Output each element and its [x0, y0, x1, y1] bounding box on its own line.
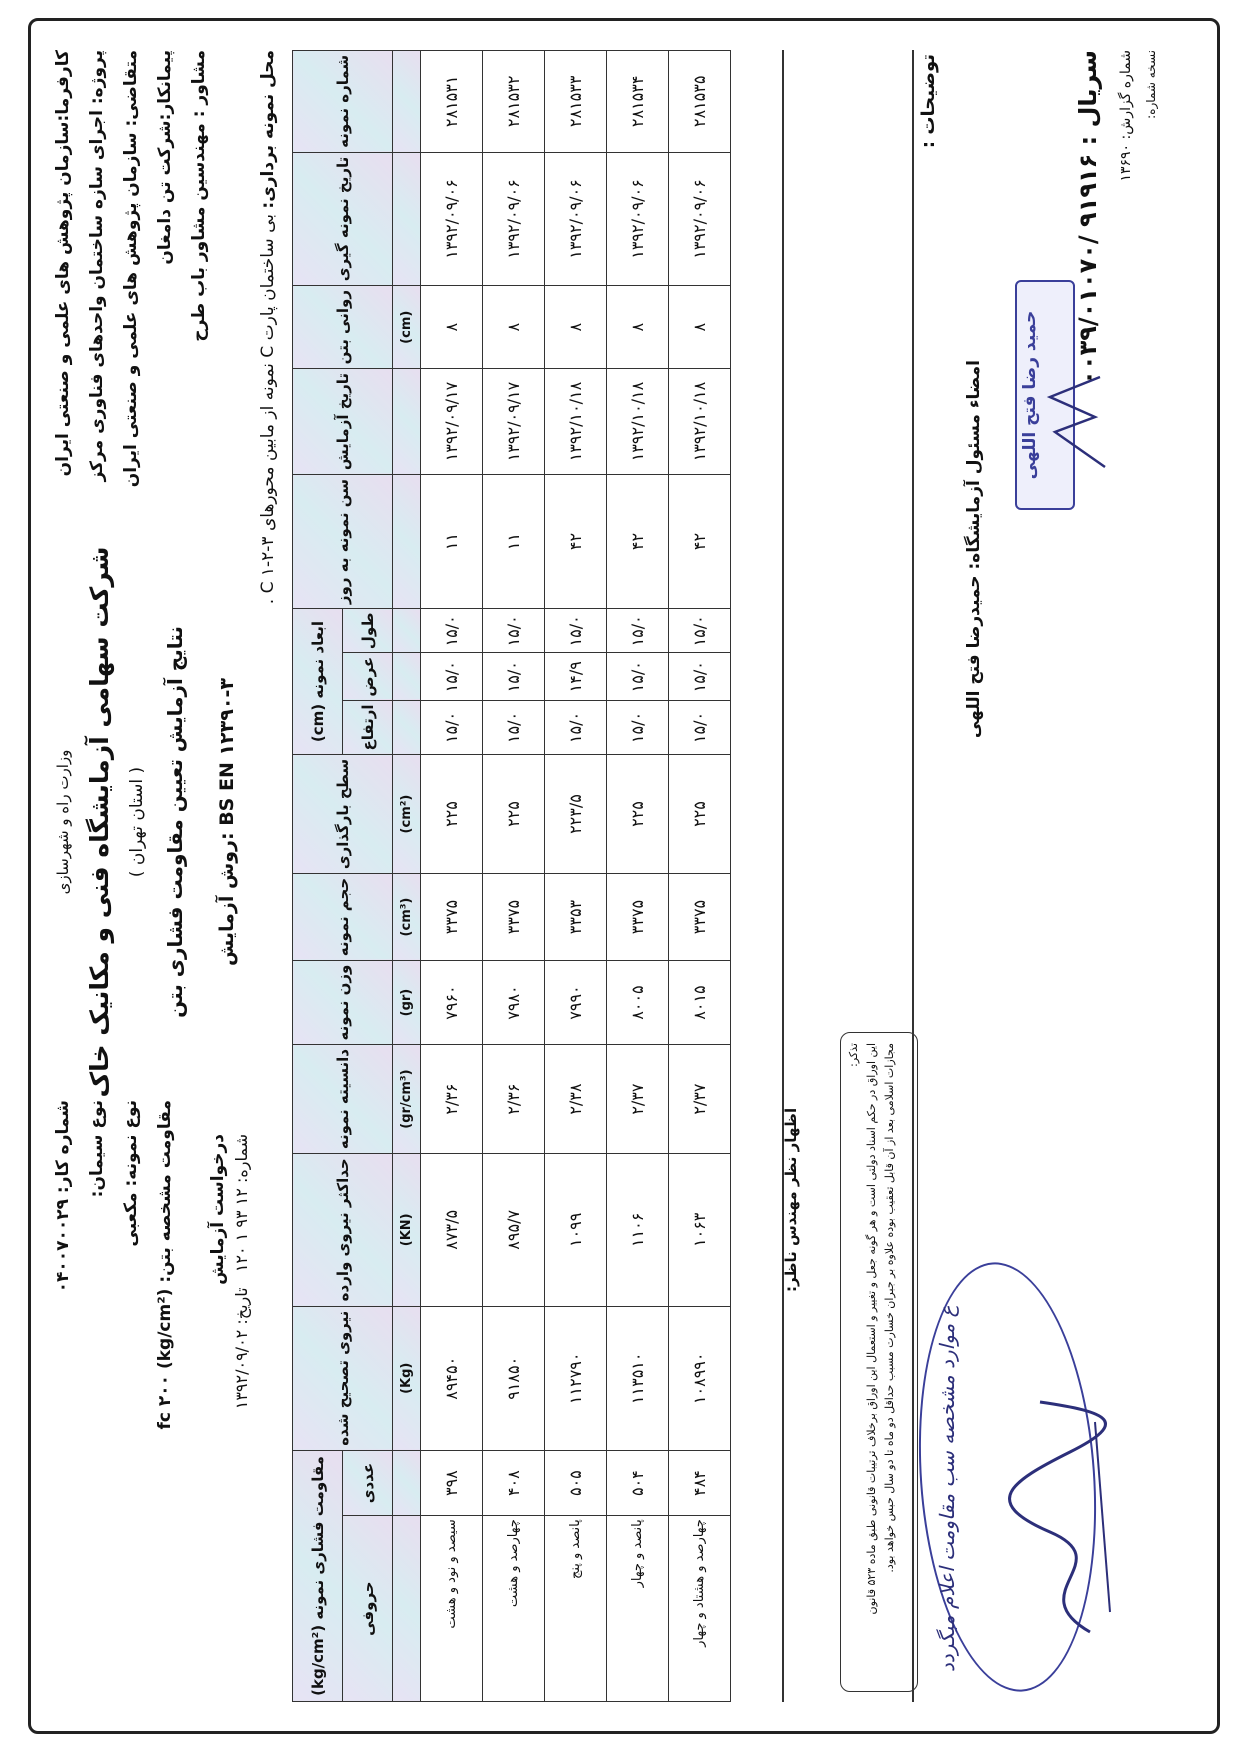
cell: ۵۰۴ [607, 1450, 669, 1515]
cell: ۱۵/۰ [669, 700, 731, 754]
lab-manager-signature-label: امضاء مسئول آزمایشگاه: حمیدرضا فتح اللهی [964, 360, 984, 739]
cell: ۱۱۰۶ [607, 1154, 669, 1307]
cell: ۸ [669, 286, 731, 369]
cell: ۷۹۹۰ [545, 960, 607, 1044]
cell: ۸۷۳/۵ [421, 1154, 483, 1307]
method-label: روش آزمایش: [216, 832, 238, 966]
table-row [545, 51, 607, 1702]
col-dims-group: ابعاد نمونه (cm) [293, 609, 343, 755]
cell: ۸۹۴۵۰ [421, 1306, 483, 1450]
cell: ۲۲۳/۵ [545, 754, 607, 873]
cell: ۱۰۸۹۹۰ [669, 1306, 731, 1450]
document-heading [46, 502, 244, 1142]
job-number: شماره کار: ۰۴۰۰۷۰۰۲۹ [53, 1100, 73, 1293]
report-number: شماره گزارش: ۱۳۶۹۰ [1118, 50, 1134, 182]
unit-cell [393, 653, 421, 701]
unit-cell [393, 700, 421, 754]
cell: ۳۳۵۳ [545, 874, 607, 961]
consultant: مشاور : مهندسین مشاور باب طرح [189, 50, 209, 342]
cell: ۱۳۹۲/۰۹/۰۶ [483, 152, 545, 286]
unit-cell [393, 1516, 421, 1702]
request-label: درخواست آزمایش [208, 1134, 228, 1285]
cell: ۱۵/۰ [607, 653, 669, 701]
cell: ۲۸۱۵۳۳ [545, 51, 607, 153]
unit-cell: (gr) [393, 960, 421, 1044]
employer: کارفرما:سازمان پژوهش های علمی و صنعتی ایران [53, 50, 73, 477]
cell: ۱۵/۰ [421, 653, 483, 701]
unit-cell: (KN) [393, 1154, 421, 1307]
col-sampling-date: تاریخ نمونه گیری [293, 152, 393, 286]
rotated-document [40, 40, 1208, 1712]
test-method [210, 502, 244, 1142]
cell: ۷۹۸۰ [483, 960, 545, 1044]
cell: ۱۳۹۲/۰۹/۱۷ [421, 369, 483, 475]
cell: ۱۵/۰ [669, 609, 731, 653]
cell: ۴۲ [607, 474, 669, 608]
stamp-text: حمید رضا فتح اللهی [1020, 310, 1040, 480]
cell: چهارصد و هشت [483, 1516, 545, 1702]
divider [912, 50, 914, 1702]
col-age: سن نمونه به روز [293, 474, 393, 608]
cell: ۸ [545, 286, 607, 369]
cell: ۱۳۹۲/۱۰/۱۸ [607, 369, 669, 475]
cell: ۱۴/۹ [545, 653, 607, 701]
cell: ۲۲۵ [607, 754, 669, 873]
unit-cell: (cm²) [393, 754, 421, 873]
col-test-date: تاریخ آزمایش [293, 369, 393, 475]
cell: ۱۵/۰ [483, 609, 545, 653]
cell: ۱۵/۰ [607, 609, 669, 653]
cell: ۴۲ [545, 474, 607, 608]
cell: ۴۲ [669, 474, 731, 608]
cell: ۲/۳۶ [483, 1045, 545, 1154]
company-name: شرکت سهامی آزمایشگاه فنی و مکانیک خاک [85, 546, 114, 1098]
request-number: شماره: ۱۲ ۹۳ ۱ ۱۲۰ [232, 1134, 251, 1273]
test-request [208, 1134, 251, 1694]
col-length: طول [343, 609, 393, 653]
cell: ۱۵/۰ [421, 609, 483, 653]
table-row [607, 51, 669, 1702]
table-row [421, 51, 483, 1702]
cell: ۲۸۱۵۳۱ [421, 51, 483, 153]
project-info [46, 50, 216, 570]
legal-warning-box [840, 1032, 918, 1692]
cell: ۲/۳۸ [545, 1045, 607, 1154]
col-area: سطح بارگذاری [293, 754, 393, 873]
col-height: ارتفاع [343, 700, 393, 754]
cell: ۱۳۹۲/۰۹/۰۶ [545, 152, 607, 286]
table-row [483, 51, 545, 1702]
unit-cell: (gr/cm³) [393, 1045, 421, 1154]
cell: سیصد و نود و هشت [421, 1516, 483, 1702]
handwritten-note: ع موارد مشخصه سب مقاومت اعلام میگردد [935, 1305, 959, 1672]
applicant: متقاضی: سازمان پژوهش های علمی و صنعتی ایران [121, 50, 141, 488]
report-title: نتایج آزمایش تعیین مقاومت فشاری بتن [163, 626, 187, 1018]
cell: ۱۵/۰ [421, 700, 483, 754]
results-body [421, 51, 731, 1702]
supervisor-opinion: اظهار نظر مهندس ناظر: [782, 1107, 800, 1292]
cell: ۸۰۰۵ [607, 960, 669, 1044]
cell: ۱۱ [483, 474, 545, 608]
unit-cell [393, 152, 421, 286]
sampling-place-label: محل نمونه برداری: [258, 50, 278, 209]
cell: پانصد و چهار [607, 1516, 669, 1702]
unit-cell [393, 474, 421, 608]
cell: ۱۵/۰ [545, 700, 607, 754]
cell: ۲/۳۷ [607, 1045, 669, 1154]
col-corrected-force: نیروی تصحیح شده [293, 1306, 393, 1450]
cell: ۱۱۲۷۹۰ [545, 1306, 607, 1450]
cell: ۱۳۹۲/۰۹/۰۶ [421, 152, 483, 286]
cell: ۴۸۴ [669, 1450, 731, 1515]
col-sample-number: شماره نمونه [293, 51, 393, 153]
cell: ۸ [607, 286, 669, 369]
cell: ۱۰۹۹ [545, 1154, 607, 1307]
sampling-place-value: بی ساختمان پارت C نمونه از مابین محورهای ۳-۲-۱ C . [258, 214, 278, 605]
cell: ۵۰۵ [545, 1450, 607, 1515]
cell: ۸۹۵/۷ [483, 1154, 545, 1307]
cell: ۱۳۹۲/۰۹/۱۷ [483, 369, 545, 475]
cement-type: نوع سیمان: [87, 1100, 107, 1198]
cell: پانصد و پنج [545, 1516, 607, 1702]
cell: ۳۹۸ [421, 1450, 483, 1515]
cell: ۳۳۷۵ [607, 874, 669, 961]
cell: ۲/۳۷ [669, 1045, 731, 1154]
col-density: دانسیته نمونه [293, 1045, 393, 1154]
sample-type: نوع نمونه: مکعبی [121, 1100, 141, 1247]
cell: ۳۳۷۵ [483, 874, 545, 961]
cell: ۲۸۱۵۳۴ [607, 51, 669, 153]
ministry-name: وزارت راه و شهرسازی [54, 749, 72, 895]
cell: ۱۵/۰ [483, 653, 545, 701]
notes-label: توضیحات : [918, 54, 939, 149]
cell: ۳۳۷۵ [421, 874, 483, 961]
serial-label: سریال : [1074, 50, 1102, 146]
unit-cell: (cm³) [393, 874, 421, 961]
cell: ۱۵/۰ [545, 609, 607, 653]
warning-line: تذکر: [847, 1043, 860, 1067]
cell: ۲۲۵ [483, 754, 545, 873]
cell: ۲۲۵ [669, 754, 731, 873]
col-weight: وزن نمونه [293, 960, 393, 1044]
unit-cell [393, 1450, 421, 1515]
cell: ۱۱ [421, 474, 483, 608]
header-group-row [293, 51, 343, 1702]
unit-cell [393, 369, 421, 475]
cell: ۴۰۸ [483, 1450, 545, 1515]
copy-number: نسخه شماره: [1144, 50, 1158, 119]
cell: ۱۵/۰ [483, 700, 545, 754]
col-max-force: حداکثر نیروی وارده [293, 1154, 393, 1307]
cell: ۲/۳۶ [421, 1045, 483, 1154]
cell: ۹۱۸۵۰ [483, 1306, 545, 1450]
cell: ۱۵/۰ [669, 653, 731, 701]
contractor: پیمانکار:شرکت تن دامغان [155, 50, 175, 265]
col-strength-numeric: عددی [343, 1450, 393, 1515]
sampling-place [258, 50, 278, 1130]
project: پروژه: اجرای سازه ساختمان واحدهای فناوری مرکز [87, 50, 107, 482]
table-row [669, 51, 731, 1702]
divider [782, 50, 784, 1702]
cell: ۲۲۵ [421, 754, 483, 873]
unit-cell [393, 609, 421, 653]
serial-value: ۹۱۹۱۶ /۰۰۳۹/۰۱۰۷۰ [1074, 153, 1102, 385]
cell: ۳۳۷۵ [669, 874, 731, 961]
cell: ۱۳۹۲/۰۹/۰۶ [607, 152, 669, 286]
cell: ۷۹۶۰ [421, 960, 483, 1044]
col-slump: روانی بتن [293, 286, 393, 369]
results-table [292, 50, 731, 1702]
col-strength-words: حروفی [343, 1516, 393, 1702]
cell: ۱۰۶۳ [669, 1154, 731, 1307]
cell: ۸ [421, 286, 483, 369]
region: ( استان تهران ) [127, 766, 147, 878]
warning-line: مجازات اسلامی بعد از آن قابل تعقیب بوده علاوه بر جبران خسارت مسبب حداقل دو ماه تا دو سال حبس خواهد بود. [883, 1043, 896, 1573]
cell: ۱۵/۰ [607, 700, 669, 754]
engineer-signature-icon [1000, 1392, 1130, 1652]
cell: ۱۳۹۲/۰۹/۰۶ [669, 152, 731, 286]
cell: ۲۸۱۵۳۵ [669, 51, 731, 153]
serial [1074, 50, 1102, 385]
cell: ۸ [483, 286, 545, 369]
cell: ۸۰۱۵ [669, 960, 731, 1044]
method-value: BS EN ۱۲۳۹۰-۳ [216, 678, 238, 826]
request-date: تاریخ: ۱۳۹۲/۰۹/۰۲ [232, 1287, 251, 1410]
col-strength-group: مقاومت فشاری نمونه (kg/cm²) [293, 1450, 343, 1701]
col-width: عرض [343, 653, 393, 701]
unit-cell [393, 51, 421, 153]
job-info [46, 1100, 182, 1700]
col-volume: حجم نمونه [293, 874, 393, 961]
cell: ۱۱۳۵۱۰ [607, 1306, 669, 1450]
unit-cell: (Kg) [393, 1306, 421, 1450]
unit-row [393, 51, 421, 1702]
specified-strength: مقاومت مشخصه بتن: (kg/cm²) fc ۲۰۰ [155, 1100, 175, 1430]
cell: ۲۸۱۵۳۲ [483, 51, 545, 153]
cell: ۱۳۹۲/۱۰/۱۸ [669, 369, 731, 475]
cell: چهارصد و هشتاد و چهار [669, 1516, 731, 1702]
warning-line: این اوراق در حکم اسناد دولتی است و هر گونه جعل و تغییر و استعمال این اوراق برخلاف ترتیبات قانونی طبق ماده ۵۲۳ قانون [865, 1043, 878, 1615]
unit-cell: (cm) [393, 286, 421, 369]
cell: ۱۳۹۲/۱۰/۱۸ [545, 369, 607, 475]
